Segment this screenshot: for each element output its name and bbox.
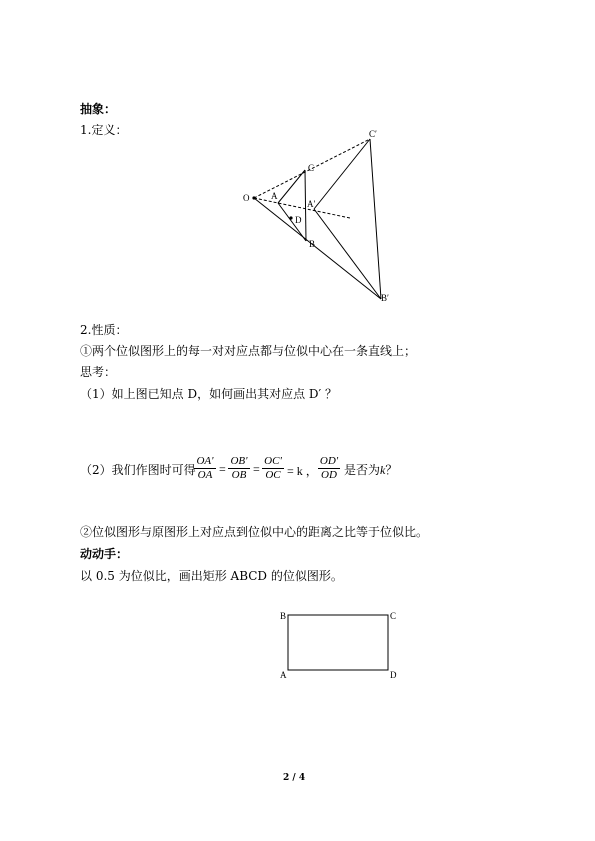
- fraction-oa-den: OA: [197, 469, 213, 481]
- question-2-prefix: （2）我们作图时可得: [80, 463, 196, 477]
- fraction-oc-num: OC': [262, 455, 284, 469]
- rectangle-abcd: [288, 615, 388, 670]
- fraction-ob-den: OB: [231, 469, 247, 481]
- fraction-od-num: OD': [319, 455, 339, 467]
- fraction-ob-num: OB': [228, 455, 250, 469]
- rect-label-b: B: [280, 611, 287, 621]
- property-2-text: ②位似图形与原图形上对应点到位似中心的距离之比等于位似比。: [80, 525, 429, 539]
- heading-abstract: 抽象：: [80, 102, 117, 116]
- label-a-prime: A′: [307, 199, 316, 209]
- property-1-text: ①两个位似图形上的每一对对应点都与位似中心在一条直线上；: [80, 344, 417, 358]
- triangle-a-prime-c-prime: [314, 139, 370, 209]
- fraction-ob: [228, 455, 250, 482]
- fraction-oa-num: OA': [194, 455, 216, 469]
- triangle-c-prime-b-prime: [370, 139, 381, 299]
- task-text: 以 0.5 为位似比，画出矩形 ABCD 的位似图形。: [80, 569, 343, 583]
- definition-label: 1.定义：: [80, 123, 128, 137]
- suffix-text: 是否为: [344, 463, 381, 477]
- fraction-oc-den: OC: [265, 469, 281, 481]
- label-o: O: [243, 193, 250, 203]
- equals-sign-2: =: [253, 462, 260, 476]
- label-b-prime: B′: [381, 293, 389, 303]
- question-1-text: （1）如上图已知点 D，如何画出其对应点 D′ ？: [80, 387, 338, 401]
- triangle-abc-side-ab: [278, 203, 306, 241]
- equals-sign-1: =: [219, 462, 226, 476]
- fraction-oc: [262, 455, 284, 482]
- triangle-abc-side-cb: [305, 170, 306, 241]
- fraction-od: [318, 455, 340, 482]
- think-label: 思考：: [80, 365, 117, 379]
- fraction-od-den: OD: [321, 469, 337, 481]
- point-d: [289, 216, 292, 219]
- label-c: C: [308, 163, 315, 173]
- k-variable: k: [380, 463, 386, 477]
- triangle-abc-side-ac: [278, 170, 305, 203]
- label-d: D: [295, 215, 302, 225]
- question-mark: ？: [385, 463, 398, 477]
- heading-hands-on: 动动手：: [80, 547, 129, 561]
- point-o: [252, 196, 255, 199]
- label-a: A: [271, 191, 278, 201]
- question-2-suffix: [344, 463, 397, 477]
- label-b: B: [309, 239, 316, 249]
- fraction-oa: [194, 455, 216, 482]
- rect-label-a: A: [280, 670, 287, 680]
- page-number: 2 / 4: [283, 773, 306, 783]
- equals-k: = k ，: [287, 464, 318, 478]
- ray-oa-dashed: [254, 198, 350, 218]
- rect-label-d: D: [390, 670, 397, 680]
- property-label: 2.性质：: [80, 323, 128, 337]
- rect-label-c: C: [390, 611, 397, 621]
- label-c-prime: C′: [369, 129, 377, 139]
